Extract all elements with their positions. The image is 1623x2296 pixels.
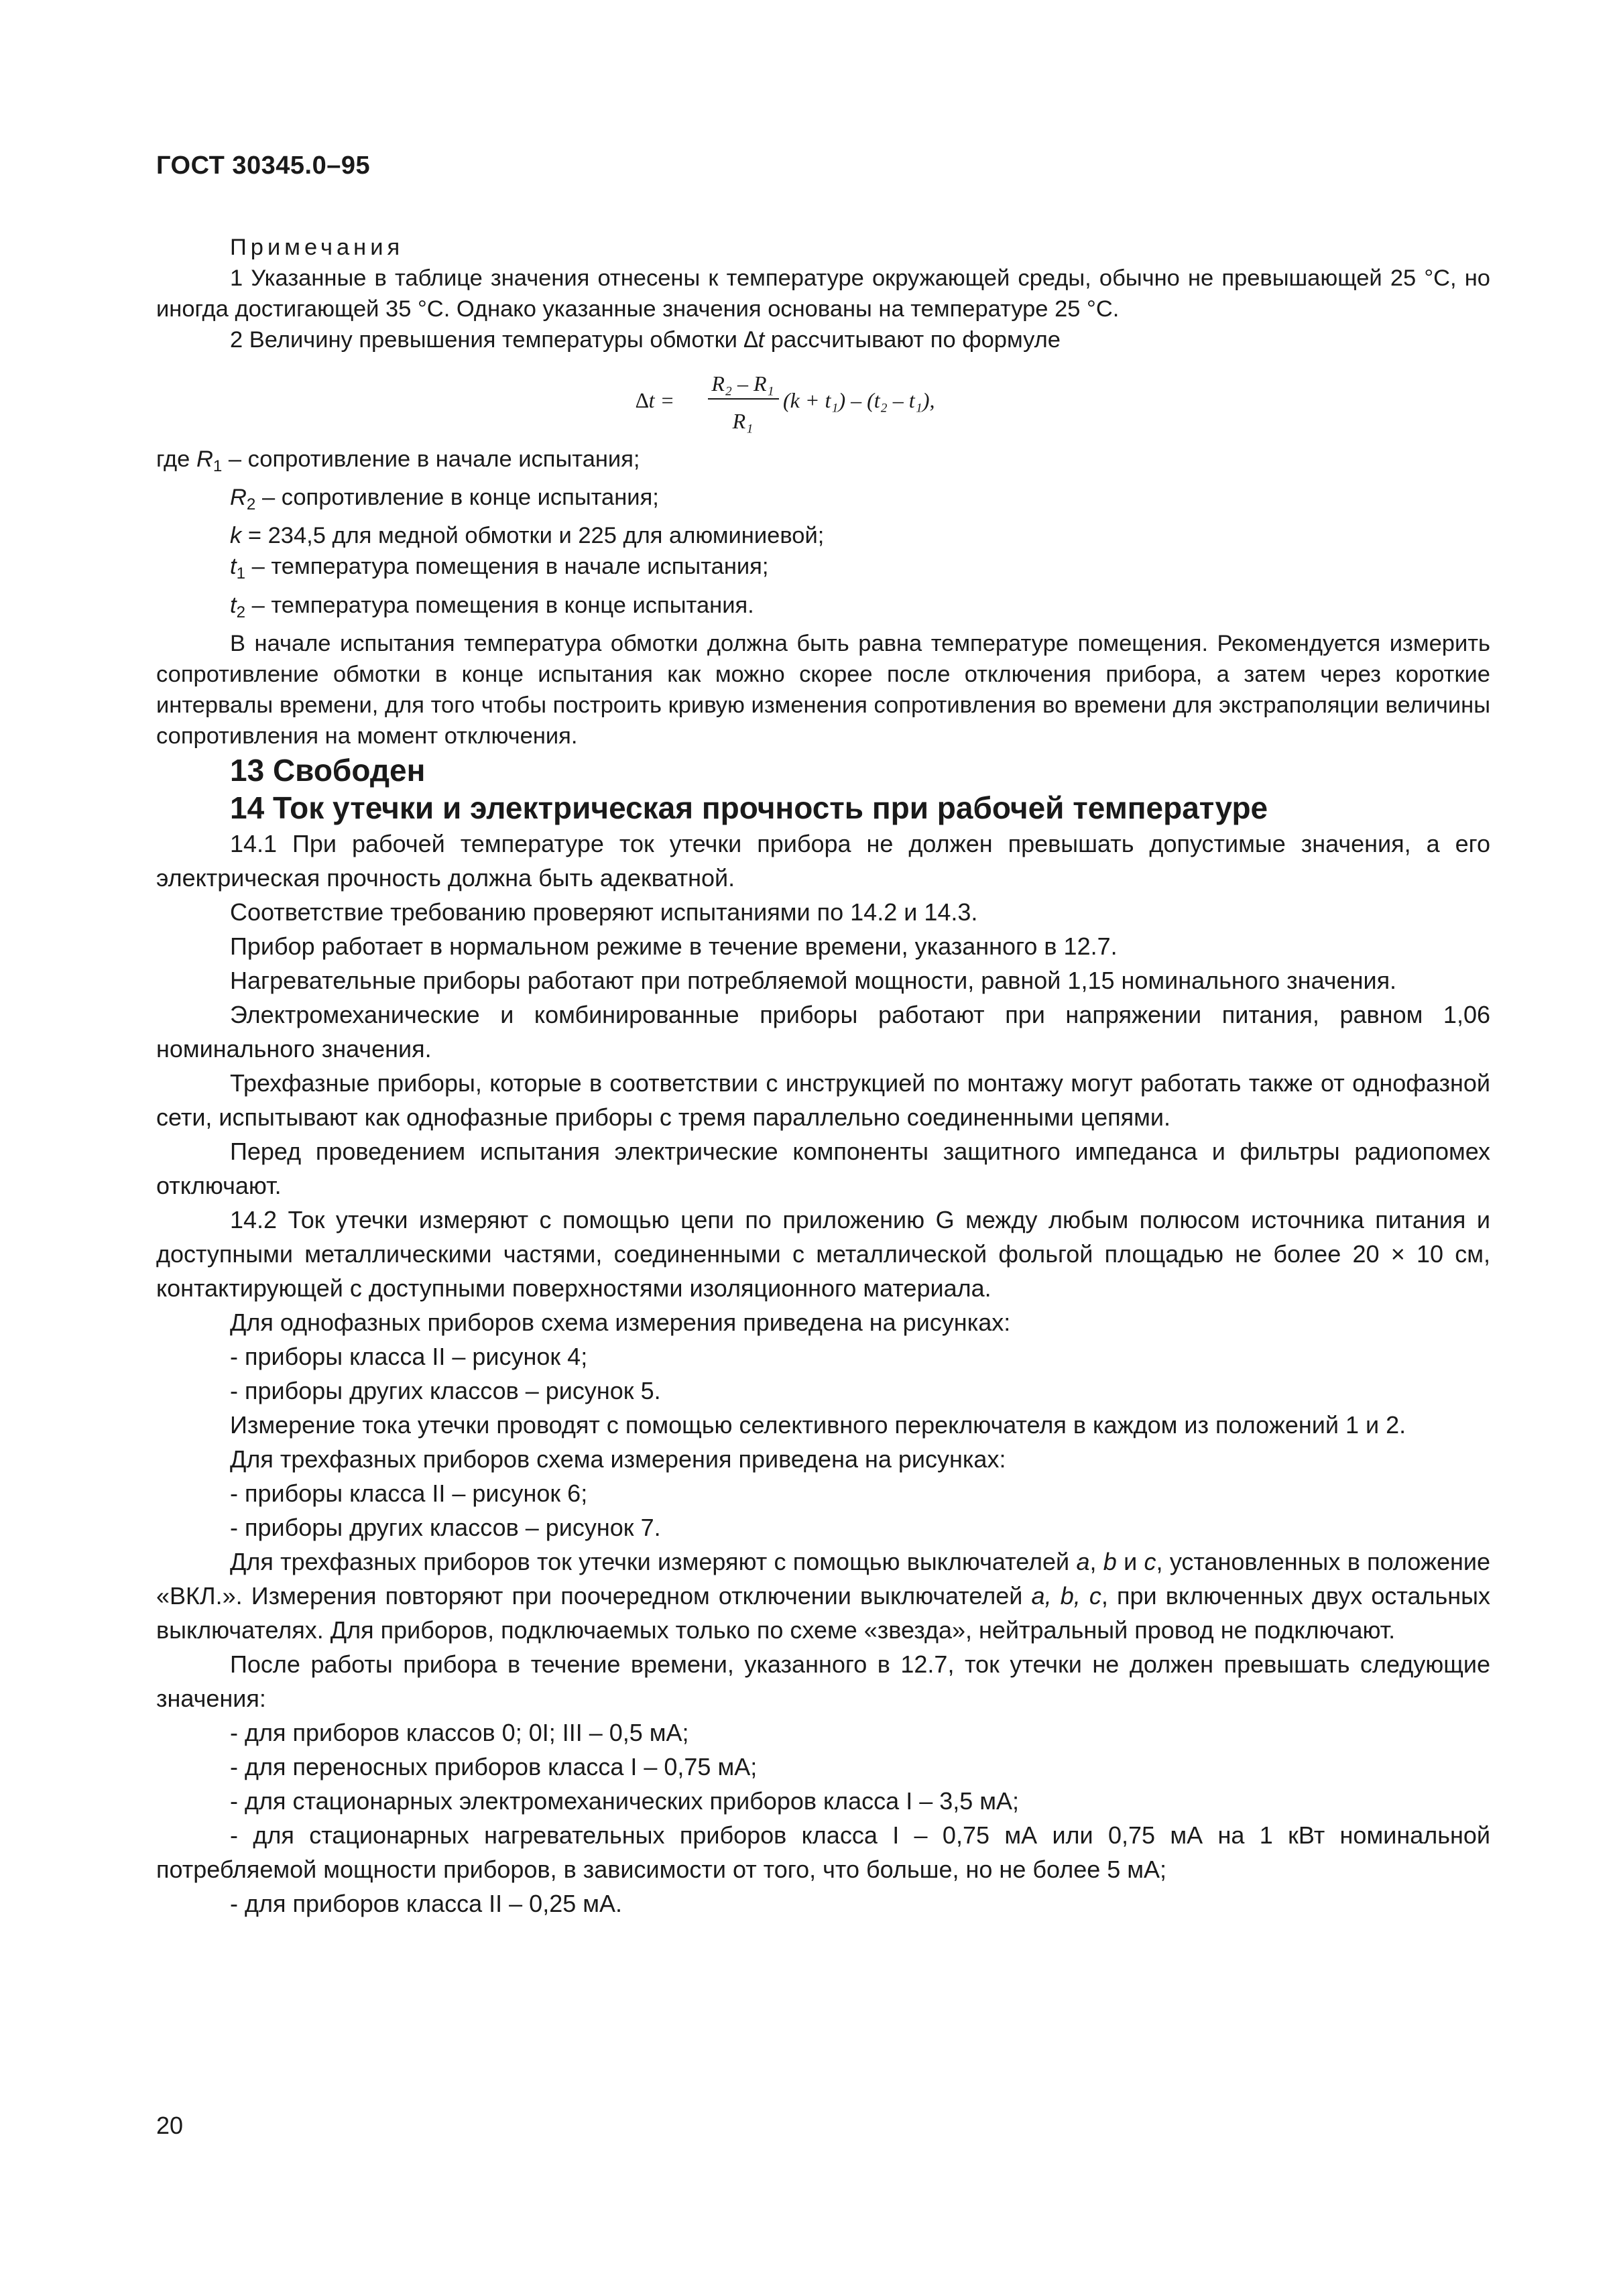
- formula-graphic: [636, 356, 1011, 443]
- paragraph: Электромеханические и комбинированные приборы работают при напряжении питания, равном 1,06 номинального значения.: [156, 1000, 1490, 1063]
- formula-lhs: ∆t =: [636, 388, 675, 412]
- text-run: Для трехфазных приборов ток утечки измеряют с помощью выключателей: [230, 1547, 1077, 1575]
- legend-text: – температура помещения в конце испытания.: [245, 592, 754, 618]
- delta-t-symbol: ∆t: [743, 327, 765, 353]
- legend-row-t2: [156, 590, 1490, 628]
- paragraph: 14.1 При рабочей температуре ток утечки прибора не должен превышать допустимые значения, а его электрическая прочность должна быть адекватной.: [156, 829, 1490, 892]
- list-item: - для стационарных нагревательных приборов класса I – 0,75 мА или 0,75 мА на 1 кВт номинальной потребляемой мощности приборов, в зависимости от того, что больше, но не более 5 мА;: [156, 1821, 1490, 1883]
- switch-c: c: [1144, 1547, 1156, 1575]
- temperature-rise-formula: [156, 355, 1490, 444]
- page-content: [156, 232, 1490, 1921]
- page-number: 20: [156, 2112, 184, 2139]
- switch-b: b: [1103, 1547, 1117, 1575]
- text-run: , установленных в положение «ВКЛ.». Измерения повторяют при поочередном отключении выключателей: [156, 1547, 1490, 1610]
- legend-text: – температура помещения в начале испытания;: [245, 554, 769, 580]
- legend-subscript: 2: [246, 495, 256, 514]
- legend-subscript: 2: [236, 603, 246, 621]
- switch-a: a: [1076, 1547, 1090, 1575]
- paragraph: Для трехфазных приборов схема измерения приведена на рисунках:: [230, 1445, 1006, 1473]
- note-2-text-before: 2 Величину превышения температуры обмотки: [230, 327, 744, 353]
- formula-rhs: (k + t₁) – (t₂ – t₁),: [783, 388, 935, 412]
- paragraph: После работы прибора в течение времени, указанного в 12.7, ток утечки не должен превышать следующие значения:: [156, 1650, 1490, 1712]
- list-item: - для приборов классов 0; 0I; III – 0,5 мА;: [230, 1718, 689, 1746]
- legend-text: = 234,5 для медной обмотки и 225 для алюминиевой;: [241, 523, 825, 549]
- legend-row-t1: [156, 551, 1490, 589]
- note-2-text-after: рассчитывают по формуле: [764, 327, 1061, 353]
- paragraph: Перед проведением испытания электрические компоненты защитного импеданса и фильтры радиопомех отключают.: [156, 1137, 1490, 1199]
- paragraph: Для однофазных приборов схема измерения приведена на рисунках:: [230, 1308, 1011, 1336]
- note-2: [156, 324, 1490, 355]
- formula-denominator: R₁: [732, 409, 754, 433]
- legend-symbol: t: [230, 592, 237, 618]
- list-item: - приборы класса II – рисунок 6;: [230, 1479, 588, 1507]
- text-run: и: [1116, 1547, 1144, 1575]
- notes-closing-paragraph: В начале испытания температура обмотки должна быть равна температуре помещения. Рекомендуется измерить сопротивление обмотки в конце испытания как можно скорее после отключения прибора, а затем через короткие интервалы времени, для того чтобы построить кривую изменения сопротивления во времени для экстраполяции величины сопротивления на момент отключения.: [156, 630, 1490, 749]
- paragraph: Нагревательные приборы работают при потребляемой мощности, равной 1,15 номинального значения.: [230, 966, 1397, 994]
- list-item: - для приборов класса II – 0,25 мА.: [230, 1889, 622, 1917]
- section-14-heading: 14 Ток утечки и электрическая прочность при рабочей температуре: [230, 790, 1268, 825]
- legend-row-r2: [156, 482, 1490, 520]
- legend-symbol: R: [230, 485, 247, 511]
- paragraph: Прибор работает в нормальном режиме в течение времени, указанного в 12.7.: [230, 932, 1118, 960]
- paragraph: Соответствие требованию проверяют испытаниями по 14.2 и 14.3.: [230, 898, 978, 926]
- paragraph: Трехфазные приборы, которые в соответствии с инструкцией по монтажу могут работать также от однофазной сети, испытывают как однофазные приборы с тремя параллельно соединенными цепями.: [156, 1069, 1490, 1131]
- list-item: - приборы класса II – рисунок 4;: [230, 1342, 588, 1370]
- notes-title: Примечания: [230, 235, 404, 260]
- legend-symbol: R: [196, 446, 213, 472]
- legend-subscript: 1: [236, 564, 246, 583]
- switches-abc: a, b, c: [1031, 1581, 1101, 1610]
- legend-subscript: 1: [213, 457, 223, 476]
- paragraph: Измерение тока утечки проводят с помощью селективного переключателя в каждом из положений 1 и 2.: [230, 1410, 1406, 1439]
- legend-row-k: [156, 520, 1490, 551]
- section-14-body: [156, 827, 1490, 1921]
- list-item: - приборы других классов – рисунок 5.: [230, 1376, 661, 1404]
- legend-symbol: t: [230, 554, 237, 580]
- formula-numerator: R₂ – R₁: [711, 371, 774, 396]
- notes-block: [156, 232, 1490, 751]
- switches-paragraph: [156, 1545, 1490, 1647]
- section-13-heading: 13 Свободен: [230, 752, 426, 788]
- list-item: - для стационарных электромеханических приборов класса I – 3,5 мА;: [230, 1787, 1020, 1815]
- where-intro: где: [156, 446, 190, 472]
- text-run: , при включенных двух остальных выключателях. Для приборов, подключаемых только по схеме «звезда», нейтральный провод не подключают.: [156, 1581, 1490, 1644]
- legend-text: – сопротивление в начале испытания;: [222, 446, 640, 472]
- text-run: ,: [1089, 1547, 1103, 1575]
- paragraph: 14.2 Ток утечки измеряют с помощью цепи по приложению G между любым полюсом источника питания и доступными металлическими частями, соединенными с металлической фольгой площадью не более 20 × 10 см, контактирующей с доступными поверхностями изоляционного материала.: [156, 1205, 1490, 1302]
- legend-text: – сопротивление в конце испытания;: [255, 485, 659, 511]
- standard-code-header: ГОСТ 30345.0–95: [156, 152, 371, 180]
- list-item: - приборы других классов – рисунок 7.: [230, 1513, 661, 1541]
- legend-row-r1: [156, 444, 1490, 482]
- note-1: 1 Указанные в таблице значения отнесены к температуре окружающей среды, обычно не превышающей 25 °С, но иногда достигающей 35 °С. Однако указанные значения основаны на температуре 25 °С.: [156, 265, 1490, 322]
- formula-legend: [156, 444, 1490, 628]
- list-item: - для переносных приборов класса I – 0,75 мА;: [230, 1752, 758, 1780]
- legend-symbol: k: [230, 523, 242, 549]
